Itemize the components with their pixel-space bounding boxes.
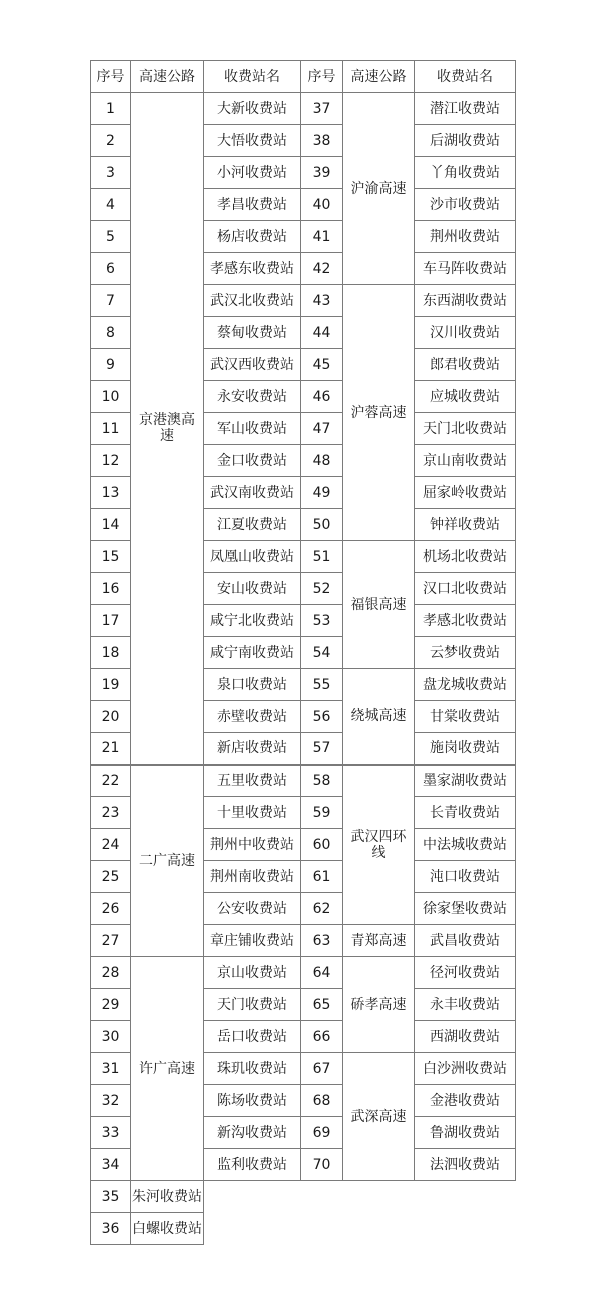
row-index-left: 12 xyxy=(91,445,131,477)
station-name-left: 陈场收费站 xyxy=(204,1085,301,1117)
table-row xyxy=(91,1181,516,1213)
station-name-right: 鲁湖收费站 xyxy=(415,1117,516,1149)
station-name-right: 永丰收费站 xyxy=(415,989,516,1021)
station-name-left: 小河收费站 xyxy=(204,157,301,189)
station-name-right: 应城收费站 xyxy=(415,381,516,413)
station-name-right: 车马阵收费站 xyxy=(415,253,516,285)
row-index-left: 8 xyxy=(91,317,131,349)
station-name-left: 蔡甸收费站 xyxy=(204,317,301,349)
row-index-right: 51 xyxy=(301,541,343,573)
row-index-left: 27 xyxy=(91,925,131,957)
row-index-left: 19 xyxy=(91,669,131,701)
highway-name-line: 线 xyxy=(371,844,386,861)
row-index-left: 2 xyxy=(91,125,131,157)
highway-name-line: 速 xyxy=(160,428,174,445)
table-row xyxy=(91,93,516,125)
station-name-left: 咸宁南收费站 xyxy=(204,637,301,669)
row-index-right: 60 xyxy=(301,829,343,861)
station-name-left: 军山收费站 xyxy=(204,413,301,445)
row-index-right: 68 xyxy=(301,1085,343,1117)
highway-cell-right xyxy=(343,669,415,765)
highway-name-line: 沪蓉高速 xyxy=(350,404,407,421)
row-index-right: 69 xyxy=(301,1117,343,1149)
station-name-left: 赤壁收费站 xyxy=(204,701,301,733)
station-name-right: 丫角收费站 xyxy=(415,157,516,189)
row-index-right: 43 xyxy=(301,285,343,317)
row-index-right: 41 xyxy=(301,221,343,253)
station-name-left: 大新收费站 xyxy=(204,93,301,125)
row-index-right: 39 xyxy=(301,157,343,189)
row-index-right: 42 xyxy=(301,253,343,285)
station-name-left: 五里收费站 xyxy=(204,765,301,797)
highway-name-line: 武深高速 xyxy=(350,1108,407,1125)
station-name-left: 泉口收费站 xyxy=(204,669,301,701)
row-index-left: 3 xyxy=(91,157,131,189)
row-index-right: 62 xyxy=(301,893,343,925)
empty-cell xyxy=(204,1213,415,1245)
row-index-left: 5 xyxy=(91,221,131,253)
header-highway-left: 高速公路 xyxy=(131,61,204,93)
station-name-right: 郎君收费站 xyxy=(415,349,516,381)
row-index-left: 6 xyxy=(91,253,131,285)
row-index-left: 10 xyxy=(91,381,131,413)
station-name-left: 监利收费站 xyxy=(204,1149,301,1181)
station-name-left: 安山收费站 xyxy=(204,573,301,605)
station-name-left: 公安收费站 xyxy=(204,893,301,925)
station-name-right: 汉口北收费站 xyxy=(415,573,516,605)
station-name-left: 岳口收费站 xyxy=(204,1021,301,1053)
station-name-left: 白螺收费站 xyxy=(131,1213,204,1245)
station-name-right: 云梦收费站 xyxy=(415,637,516,669)
header-index-left: 序号 xyxy=(91,61,131,93)
row-index-left: 15 xyxy=(91,541,131,573)
highway-cell-left xyxy=(131,93,204,765)
empty-cell xyxy=(204,1181,415,1213)
station-name-right: 屈家岭收费站 xyxy=(415,477,516,509)
row-index-left: 9 xyxy=(91,349,131,381)
highway-name-line: 青郑高速 xyxy=(350,932,407,949)
row-index-left: 29 xyxy=(91,989,131,1021)
highway-name-line: 硚孝高速 xyxy=(350,996,407,1013)
row-index-right: 56 xyxy=(301,701,343,733)
station-name-left: 荆州中收费站 xyxy=(204,829,301,861)
row-index-right: 67 xyxy=(301,1053,343,1085)
row-index-left: 1 xyxy=(91,93,131,125)
row-index-right: 53 xyxy=(301,605,343,637)
station-name-right: 沌口收费站 xyxy=(415,861,516,893)
row-index-left: 26 xyxy=(91,893,131,925)
highway-name-line: 绕城高速 xyxy=(350,708,407,725)
highway-name-line: 福银高速 xyxy=(350,596,407,613)
row-index-left: 23 xyxy=(91,797,131,829)
station-name-left: 新沟收费站 xyxy=(204,1117,301,1149)
station-name-right: 汉川收费站 xyxy=(415,317,516,349)
row-index-right: 63 xyxy=(301,925,343,957)
header-highway-right: 高速公路 xyxy=(343,61,415,93)
table-body xyxy=(91,93,516,1245)
station-name-left: 江夏收费站 xyxy=(204,509,301,541)
station-name-right: 墨家湖收费站 xyxy=(415,765,516,797)
station-name-right: 后湖收费站 xyxy=(415,125,516,157)
station-name-right: 径河收费站 xyxy=(415,957,516,989)
highway-cell-right xyxy=(343,285,415,541)
station-name-right: 长青收费站 xyxy=(415,797,516,829)
row-index-left: 24 xyxy=(91,829,131,861)
station-name-right: 潜江收费站 xyxy=(415,93,516,125)
highway-name-line: 武汉四环 xyxy=(350,828,407,845)
station-name-left: 武汉北收费站 xyxy=(204,285,301,317)
row-index-left: 7 xyxy=(91,285,131,317)
highway-name-line: 沪渝高速 xyxy=(350,180,407,197)
row-index-left: 21 xyxy=(91,733,131,765)
row-index-left: 32 xyxy=(91,1085,131,1117)
row-index-right: 46 xyxy=(301,381,343,413)
row-index-right: 70 xyxy=(301,1149,343,1181)
station-name-left: 珠玑收费站 xyxy=(204,1053,301,1085)
station-name-left: 孝感东收费站 xyxy=(204,253,301,285)
row-index-left: 31 xyxy=(91,1053,131,1085)
row-index-right: 58 xyxy=(301,765,343,797)
row-index-right: 66 xyxy=(301,1021,343,1053)
highway-name-line: 二广高速 xyxy=(139,852,195,869)
row-index-left: 22 xyxy=(91,765,131,797)
station-name-right: 西湖收费站 xyxy=(415,1021,516,1053)
station-name-right: 金港收费站 xyxy=(415,1085,516,1117)
row-index-right: 54 xyxy=(301,637,343,669)
row-index-left: 35 xyxy=(91,1181,131,1213)
row-index-right: 44 xyxy=(301,317,343,349)
row-index-left: 18 xyxy=(91,637,131,669)
station-name-right: 法泗收费站 xyxy=(415,1149,516,1181)
row-index-left: 11 xyxy=(91,413,131,445)
station-name-right: 东西湖收费站 xyxy=(415,285,516,317)
station-name-left: 凤凰山收费站 xyxy=(204,541,301,573)
row-index-right: 37 xyxy=(301,93,343,125)
station-name-left: 天门收费站 xyxy=(204,989,301,1021)
station-name-right: 机场北收费站 xyxy=(415,541,516,573)
station-name-left: 咸宁北收费站 xyxy=(204,605,301,637)
row-index-left: 14 xyxy=(91,509,131,541)
station-name-right: 徐家堡收费站 xyxy=(415,893,516,925)
station-name-left: 孝昌收费站 xyxy=(204,189,301,221)
station-name-right: 天门北收费站 xyxy=(415,413,516,445)
station-name-right: 甘棠收费站 xyxy=(415,701,516,733)
row-index-right: 57 xyxy=(301,733,343,765)
station-name-left: 杨店收费站 xyxy=(204,221,301,253)
row-index-left: 34 xyxy=(91,1149,131,1181)
header-station-right: 收费站名 xyxy=(415,61,516,93)
station-name-left: 新店收费站 xyxy=(204,733,301,765)
row-index-left: 28 xyxy=(91,957,131,989)
header-station-left: 收费站名 xyxy=(204,61,301,93)
row-index-left: 4 xyxy=(91,189,131,221)
highway-cell-right xyxy=(343,1053,415,1181)
station-name-left: 大悟收费站 xyxy=(204,125,301,157)
row-index-left: 36 xyxy=(91,1213,131,1245)
row-index-left: 17 xyxy=(91,605,131,637)
station-name-right: 中法城收费站 xyxy=(415,829,516,861)
table-row xyxy=(91,957,516,989)
row-index-right: 61 xyxy=(301,861,343,893)
header-row xyxy=(91,61,516,93)
table-row xyxy=(91,1213,516,1245)
highway-cell-right xyxy=(343,541,415,669)
row-index-left: 30 xyxy=(91,1021,131,1053)
row-index-left: 33 xyxy=(91,1117,131,1149)
highway-cell-right xyxy=(343,93,415,285)
station-name-right: 盘龙城收费站 xyxy=(415,669,516,701)
row-index-left: 25 xyxy=(91,861,131,893)
row-index-right: 47 xyxy=(301,413,343,445)
highway-cell-right xyxy=(343,957,415,1053)
station-name-right: 武昌收费站 xyxy=(415,925,516,957)
row-index-left: 13 xyxy=(91,477,131,509)
station-name-left: 武汉南收费站 xyxy=(204,477,301,509)
station-name-left: 十里收费站 xyxy=(204,797,301,829)
row-index-left: 16 xyxy=(91,573,131,605)
station-name-left: 朱河收费站 xyxy=(131,1181,204,1213)
highway-cell-left xyxy=(131,957,204,1181)
station-name-right: 京山南收费站 xyxy=(415,445,516,477)
row-index-right: 45 xyxy=(301,349,343,381)
station-name-right: 钟祥收费站 xyxy=(415,509,516,541)
highway-cell-left xyxy=(131,765,204,957)
station-name-left: 荆州南收费站 xyxy=(204,861,301,893)
station-name-left: 京山收费站 xyxy=(204,957,301,989)
row-index-right: 52 xyxy=(301,573,343,605)
row-index-right: 38 xyxy=(301,125,343,157)
row-index-right: 65 xyxy=(301,989,343,1021)
highway-name-line: 许广高速 xyxy=(139,1060,195,1077)
station-name-right: 荆州收费站 xyxy=(415,221,516,253)
station-name-right: 孝感北收费站 xyxy=(415,605,516,637)
highway-cell-right xyxy=(343,925,415,957)
row-index-right: 55 xyxy=(301,669,343,701)
station-name-left: 武汉西收费站 xyxy=(204,349,301,381)
row-index-left: 20 xyxy=(91,701,131,733)
station-name-left: 永安收费站 xyxy=(204,381,301,413)
highway-name-line: 京港澳高 xyxy=(139,412,195,429)
table-row xyxy=(91,765,516,797)
station-name-left: 章庄铺收费站 xyxy=(204,925,301,957)
highway-cell-right xyxy=(343,765,415,925)
toll-station-table xyxy=(90,60,516,1245)
row-index-right: 59 xyxy=(301,797,343,829)
station-name-right: 施岗收费站 xyxy=(415,733,516,765)
header-index-right: 序号 xyxy=(301,61,343,93)
station-name-left: 金口收费站 xyxy=(204,445,301,477)
row-index-right: 40 xyxy=(301,189,343,221)
row-index-right: 48 xyxy=(301,445,343,477)
station-name-right: 白沙洲收费站 xyxy=(415,1053,516,1085)
row-index-right: 64 xyxy=(301,957,343,989)
station-name-right: 沙市收费站 xyxy=(415,189,516,221)
row-index-right: 49 xyxy=(301,477,343,509)
row-index-right: 50 xyxy=(301,509,343,541)
